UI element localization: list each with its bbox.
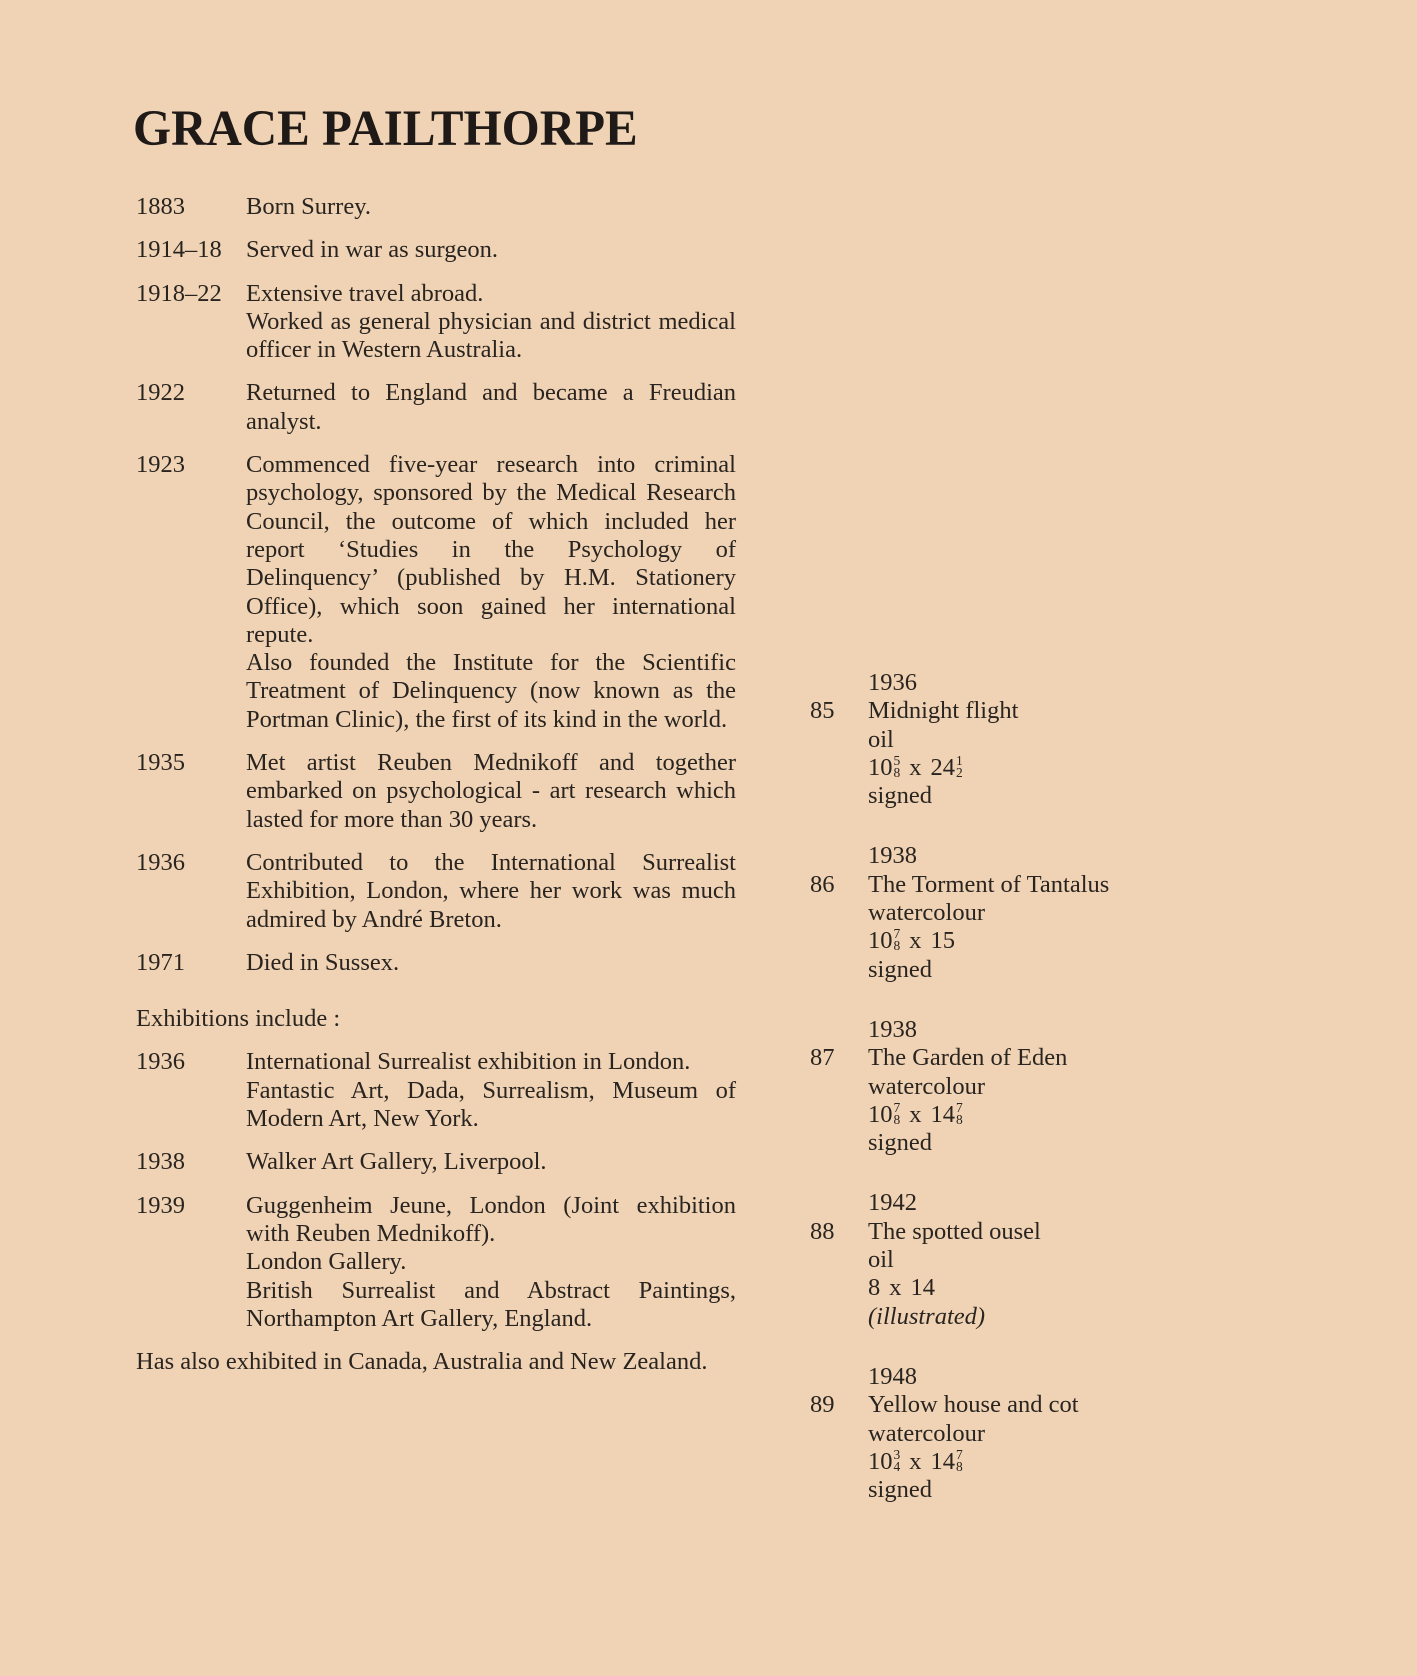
- work-title: Yellow house and cot: [868, 1391, 1079, 1419]
- entry-line: Born Surrey.: [246, 193, 371, 220]
- entry-line: London Gallery.: [246, 1248, 407, 1276]
- catalogue-row: [810, 1303, 1230, 1331]
- catalogue-value: [868, 1476, 1230, 1504]
- dimension-fraction: [955, 1446, 963, 1474]
- biography-entry: [136, 379, 736, 436]
- catalogue-number: [810, 1073, 868, 1101]
- catalogue-row: [810, 754, 1230, 782]
- work-year: 1942: [868, 1189, 917, 1217]
- catalogue-value: [868, 899, 1230, 927]
- biography-entry: [136, 236, 736, 264]
- catalogue-value: [868, 1363, 1230, 1391]
- dimension-whole: 10: [868, 1100, 893, 1128]
- dimension-fraction: [955, 1099, 963, 1127]
- biography-entry: [136, 849, 736, 934]
- catalogue-number: 89: [810, 1391, 835, 1419]
- dimension-separator: x: [909, 753, 922, 781]
- entry-year: 1918–22: [136, 279, 222, 307]
- catalogue-number: [810, 1129, 868, 1157]
- entry-text: [246, 236, 736, 264]
- work-medium: oil: [868, 1246, 894, 1274]
- catalogue-row: [810, 1448, 1230, 1476]
- entry-line: Worked as general physician and district medical officer in Western Australia.: [246, 307, 736, 364]
- dimension-whole: 14: [930, 1447, 955, 1475]
- entry-line: Fantastic Art, Dada, Surrealism, Museum of Modern Art, New York.: [246, 1076, 736, 1133]
- dimension-fraction: [893, 752, 901, 780]
- dimension-whole: 8: [868, 1274, 881, 1302]
- catalogue-entry: [810, 842, 1230, 983]
- catalogue-number: 87: [810, 1044, 835, 1072]
- catalogue-row: [810, 1016, 1230, 1044]
- catalogue-value: [868, 1448, 1230, 1476]
- work-note: (illustrated): [868, 1302, 986, 1330]
- catalogue-number: 88: [810, 1217, 835, 1245]
- fraction-denominator: 8: [955, 1458, 963, 1474]
- catalogue-value: [868, 1420, 1230, 1448]
- entry-line: International Surrealist exhibition in London.: [246, 1048, 691, 1076]
- entry-line: Returned to England and became a Freudian analyst.: [246, 379, 736, 435]
- page-title: GRACE PAILTHORPE: [133, 101, 638, 157]
- catalogue-number: [810, 754, 868, 782]
- catalogue-number: [810, 899, 868, 927]
- dimension-height: [868, 1274, 880, 1301]
- dimension-whole: 15: [930, 927, 955, 955]
- catalogue-row: [810, 899, 1230, 927]
- entry-year: 1923: [136, 451, 185, 479]
- catalogue-number: [810, 1016, 868, 1044]
- dimension-width: [930, 927, 955, 954]
- catalogue-row: [810, 1101, 1230, 1129]
- catalogue-number: [810, 1303, 868, 1331]
- work-title: Midnight flight: [868, 697, 1019, 725]
- catalogue-row: [810, 842, 1230, 870]
- fraction-numerator: 3: [893, 1446, 901, 1462]
- catalogue-value: [868, 1129, 1230, 1157]
- catalogue-row: [810, 1476, 1230, 1504]
- catalogue-number: [810, 1246, 868, 1274]
- dimension-height: [868, 927, 900, 954]
- catalogue-row: [810, 871, 1230, 899]
- work-title: The Garden of Eden: [868, 1044, 1068, 1072]
- entry-line: Commenced five-year research into criminal psychology, sponsored by the Medical Research Council, the outcome of which included her report ‘Studies in the Psychology of Delinquency’ (published by H.M. Stationery Office), which soon gained her international repute.: [246, 451, 736, 648]
- exhibition-entry: [136, 1148, 736, 1176]
- fraction-denominator: 8: [955, 1111, 963, 1127]
- catalogue-number: [810, 782, 868, 810]
- catalogue-column: [810, 669, 1230, 1536]
- catalogue-entry: [810, 1189, 1230, 1330]
- entry-text: [246, 1048, 736, 1133]
- catalogue-value: [868, 1044, 1230, 1072]
- dimension-fraction: [893, 1446, 901, 1474]
- work-dimensions: [868, 1274, 935, 1301]
- catalogue-row: [810, 1189, 1230, 1217]
- work-note: signed: [868, 955, 932, 983]
- catalogue-value: [868, 1016, 1230, 1044]
- catalogue-number: [810, 1189, 868, 1217]
- catalogue-entry: [810, 1363, 1230, 1504]
- catalogue-value: [868, 1246, 1230, 1274]
- dimension-whole: 14: [910, 1274, 935, 1302]
- work-medium: watercolour: [868, 1419, 985, 1447]
- work-note: signed: [868, 1476, 932, 1504]
- dimension-width: [930, 1448, 962, 1475]
- fraction-numerator: 1: [955, 752, 963, 768]
- entry-year: 1922: [136, 379, 185, 407]
- fraction-denominator: 8: [893, 764, 901, 780]
- entry-line: British Surrealist and Abstract Paintings, Northampton Art Gallery, England.: [246, 1276, 736, 1332]
- catalogue-number: 85: [810, 697, 835, 725]
- work-year: 1938: [868, 842, 917, 870]
- catalogue-value: [868, 1391, 1230, 1419]
- entry-year: 1914–18: [136, 236, 222, 264]
- catalogue-value: [868, 1218, 1230, 1246]
- catalogue-number: [810, 927, 868, 955]
- catalogue-value: [868, 1101, 1230, 1129]
- fraction-denominator: 2: [955, 764, 963, 780]
- biography-list: [136, 193, 736, 977]
- catalogue-value: [868, 1274, 1230, 1302]
- fraction-numerator: 7: [893, 926, 901, 942]
- fraction-numerator: 7: [893, 1099, 901, 1115]
- catalogue-row: [810, 1044, 1230, 1072]
- entry-year: 1883: [136, 193, 185, 220]
- catalogue-entry: [810, 669, 1230, 810]
- entry-line: Extensive travel abroad.: [246, 279, 484, 307]
- fraction-numerator: 7: [955, 1446, 963, 1462]
- work-dimensions: [868, 754, 963, 781]
- catalogue-value: [868, 782, 1230, 810]
- entry-line: Also founded the Institute for the Scientific Treatment of Delinquency (now known as the Portman Clinic), the first of its kind in the world.: [246, 649, 736, 733]
- catalogue-number: [810, 1448, 868, 1476]
- catalogue-row: [810, 1420, 1230, 1448]
- entry-text: [246, 749, 736, 834]
- dimension-separator: x: [889, 1274, 902, 1302]
- entry-text: [246, 193, 736, 221]
- exhibition-entry: [136, 1048, 736, 1133]
- catalogue-value: [868, 956, 1230, 984]
- dimension-separator: x: [909, 927, 922, 955]
- work-dimensions: [868, 1448, 963, 1475]
- entry-text: [246, 849, 736, 934]
- biography-entry: [136, 280, 736, 365]
- catalogue-number: [810, 1476, 868, 1504]
- biography-entry: [136, 749, 736, 834]
- dimension-height: [868, 1101, 900, 1128]
- entry-line: Walker Art Gallery, Liverpool.: [246, 1148, 547, 1176]
- catalogue-row: [810, 1274, 1230, 1302]
- dimension-whole: 24: [930, 753, 955, 781]
- catalogue-value: [868, 1189, 1230, 1217]
- dimension-separator: x: [909, 1100, 922, 1128]
- catalogue-row: [810, 927, 1230, 955]
- biography-column: [136, 193, 736, 1376]
- exhibitions-note: Has also exhibited in Canada, Australia and New Zealand.: [136, 1348, 708, 1376]
- catalogue-row: [810, 1073, 1230, 1101]
- biography-entry: [136, 193, 736, 221]
- catalogue-number: [810, 669, 868, 697]
- dimension-whole: 10: [868, 753, 893, 781]
- work-note: signed: [868, 1129, 932, 1157]
- dimension-height: [868, 754, 900, 781]
- catalogue-row: [810, 726, 1230, 754]
- entry-year: 1971: [136, 948, 185, 976]
- catalogue-value: [868, 871, 1230, 899]
- entry-text: [246, 280, 736, 365]
- catalogue-row: [810, 1363, 1230, 1391]
- work-year: 1938: [868, 1015, 917, 1043]
- catalogue-value: [868, 697, 1230, 725]
- catalogue-row: [810, 1129, 1230, 1157]
- entry-text: [246, 1192, 736, 1333]
- biography-entry: [136, 451, 736, 734]
- dimension-width: [911, 1274, 936, 1301]
- catalogue-value: [868, 754, 1230, 782]
- catalogue-row: [810, 669, 1230, 697]
- catalogue-row: [810, 697, 1230, 725]
- catalogue-number: 86: [810, 870, 835, 898]
- catalogue-value: [868, 842, 1230, 870]
- work-year: 1936: [868, 669, 917, 696]
- catalogue-value: [868, 726, 1230, 754]
- exhibitions-heading: Exhibitions include :: [136, 1005, 341, 1033]
- dimension-whole: 10: [868, 1447, 893, 1475]
- work-note: signed: [868, 782, 932, 810]
- catalogue-number: [810, 1420, 868, 1448]
- biography-entry: [136, 949, 736, 977]
- dimension-height: [868, 1448, 900, 1475]
- catalogue-value: [868, 669, 1230, 697]
- entry-line: Contributed to the International Surrealist Exhibition, London, where her work was much admired by André Breton.: [246, 848, 736, 933]
- entry-year: 1938: [136, 1148, 185, 1176]
- catalogue-number: [810, 726, 868, 754]
- catalogue-number: [810, 956, 868, 984]
- catalogue-number: [810, 842, 868, 870]
- dimension-separator: x: [909, 1447, 922, 1475]
- work-title: The spotted ousel: [868, 1217, 1041, 1245]
- entry-line: Served in war as surgeon.: [246, 236, 498, 264]
- catalogue-value: [868, 1073, 1230, 1101]
- entry-line: Met artist Reuben Mednikoff and together embarked on psychological - art research which lasted for more than 30 years.: [246, 749, 736, 833]
- entry-text: [246, 451, 736, 734]
- dimension-whole: 14: [930, 1100, 955, 1128]
- dimension-fraction: [893, 1099, 901, 1127]
- exhibitions-list: [136, 1048, 736, 1333]
- catalogue-entry: [810, 1016, 1230, 1157]
- work-medium: watercolour: [868, 899, 985, 927]
- catalogue-value: [868, 1303, 1230, 1331]
- catalogue-number: [810, 1363, 868, 1391]
- fraction-denominator: 8: [893, 938, 901, 954]
- dimension-width: [930, 754, 962, 781]
- entry-text: [246, 949, 736, 977]
- catalogue-row: [810, 782, 1230, 810]
- work-medium: watercolour: [868, 1072, 985, 1100]
- catalogue-value: [868, 927, 1230, 955]
- entry-line: Guggenheim Jeune, London (Joint exhibition with Reuben Mednikoff).: [246, 1191, 736, 1247]
- fraction-denominator: 4: [893, 1458, 901, 1474]
- entry-year: 1935: [136, 749, 185, 777]
- catalogue-row: [810, 1391, 1230, 1419]
- entry-line: Died in Sussex.: [246, 948, 400, 976]
- entry-text: [246, 379, 736, 436]
- entry-year: 1939: [136, 1191, 185, 1219]
- fraction-denominator: 8: [893, 1111, 901, 1127]
- entry-text: [246, 1148, 736, 1176]
- catalogue-row: [810, 1246, 1230, 1274]
- work-medium: oil: [868, 725, 894, 753]
- exhibition-entry: [136, 1192, 736, 1333]
- dimension-fraction: [955, 752, 963, 780]
- work-title: The Torment of Tantalus: [868, 870, 1110, 898]
- dimension-whole: 10: [868, 927, 893, 955]
- catalogue-row: [810, 956, 1230, 984]
- dimension-fraction: [894, 928, 901, 952]
- catalogue-row: [810, 1218, 1230, 1246]
- work-dimensions: [868, 927, 955, 954]
- dimension-width: [930, 1101, 962, 1128]
- work-year: 1948: [868, 1362, 917, 1390]
- catalogue-number: [810, 1274, 868, 1302]
- entry-year: 1936: [136, 848, 185, 876]
- fraction-numerator: 5: [893, 752, 901, 768]
- work-dimensions: [868, 1101, 963, 1128]
- entry-year: 1936: [136, 1048, 185, 1076]
- catalogue-number: [810, 1101, 868, 1129]
- fraction-numerator: 7: [955, 1099, 963, 1115]
